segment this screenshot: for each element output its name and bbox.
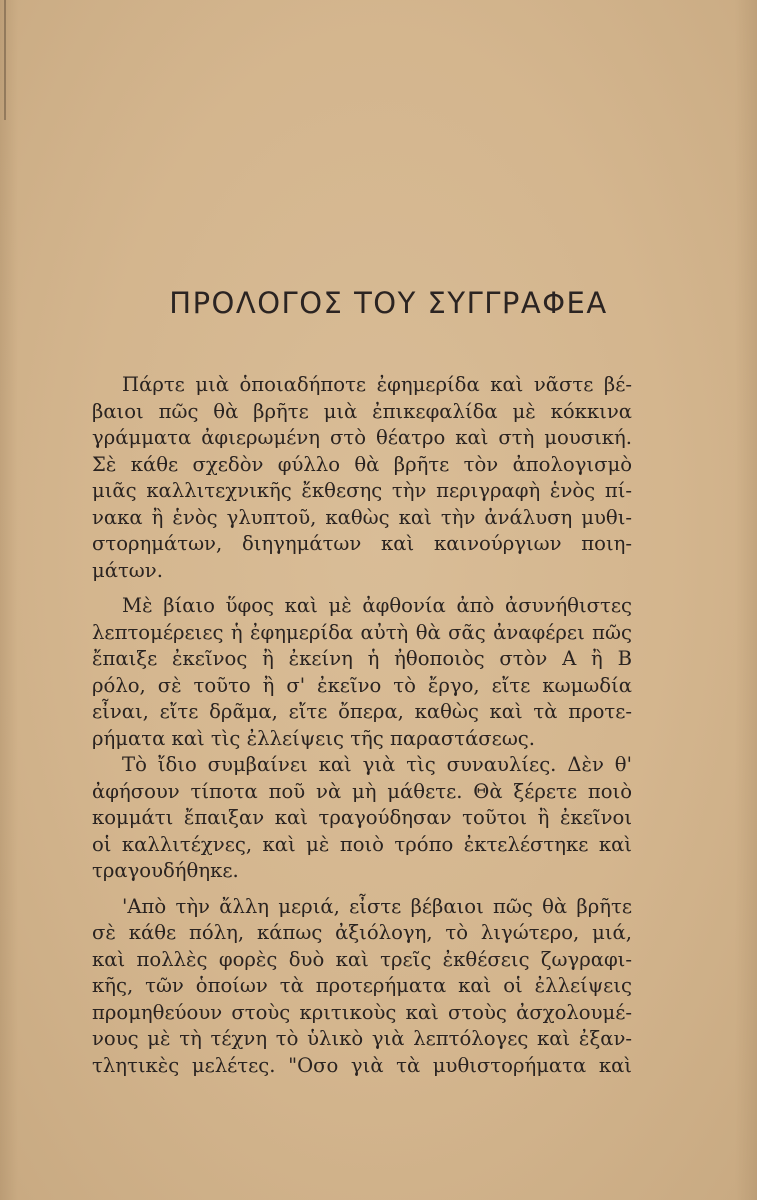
text-line: κῆς, τῶν ὁποίων τὰ προτερήματα καὶ οἱ ἐλλείψεις	[92, 974, 632, 997]
paragraph	[92, 894, 632, 1080]
text-line: Τὸ ἴδιο συμβαίνει καὶ γιὰ τὶς συναυλίες. Δὲν θ'	[122, 753, 632, 776]
text-line: γράμματα ἀφιερωμένη στὸ θέατρο καὶ στὴ μουσική.	[92, 426, 632, 449]
paragraph	[92, 752, 632, 885]
text-line: καὶ πολλὲς φορὲς δυὸ καὶ τρεῖς ἐκθέσεις ζωγραφι-	[92, 947, 632, 971]
chapter-title: ΠΡΟΛΟΓΟΣ ΤΟΥ ΣΥΓΓΡΑΦΕΑ	[169, 286, 608, 320]
text-line: ρήματα καὶ τὶς ἐλλείψεις τῆς παραστάσεως.	[92, 726, 536, 750]
text-line: οἱ καλλιτέχνες, καὶ μὲ ποιὸ τρόπο ἐκτελέστηκε καὶ	[92, 832, 632, 856]
text-line: προμηθεύουν στοὺς κριτικοὺς καὶ στοὺς ἀσχολουμέ-	[92, 1000, 632, 1024]
text-line: μάτων.	[92, 558, 163, 582]
text-line: τλητικὲς μελέτες. "Οσο γιὰ τὰ μυθιστορήματα καὶ	[92, 1053, 632, 1077]
text-line: Πάρτε μιὰ ὁποιαδήποτε ἐφημερίδα καὶ νᾶστε βέ-	[122, 373, 632, 396]
text-line: νους μὲ τὴ τέχνη τὸ ὑλικὸ γιὰ λεπτόλογες καὶ ἐξαν-	[92, 1027, 632, 1050]
text-line: ἀφήσουν τίποτα ποῦ νὰ μὴ μάθετε. Θὰ ξέρετε ποιὸ	[92, 779, 632, 803]
text-line: ἔπαιξε ἐκεῖνος ἢ ἐκείνη ἡ ἠθοποιὸς στὸν Α ἢ Β	[92, 647, 632, 670]
text-line: βαιοι πῶς θὰ βρῆτε μιὰ ἐπικεφαλίδα μὲ κόκκινα	[92, 399, 632, 423]
text-line: στορημάτων, διηγημάτων καὶ καινούργιων ποιη-	[92, 532, 632, 555]
text-line: νακα ἢ ἑνὸς γλυπτοῦ, καθὼς καὶ τὴν ἀνάλυση μυθι-	[92, 505, 632, 529]
text-line: εἶναι, εἴτε δρᾶμα, εἴτε ὄπερα, καθὼς καὶ τὰ προτε-	[92, 700, 632, 723]
paragraph	[92, 593, 632, 752]
text-line: τραγουδήθηκε.	[92, 859, 239, 882]
body-text	[92, 372, 632, 1079]
text-line: Μὲ βίαιο ὕφος καὶ μὲ ἀφθονία ἀπὸ ἀσυνήθιστες	[122, 594, 632, 617]
text-line: λεπτομέρειες ἡ ἐφημερίδα αὐτὴ θὰ σᾶς ἀναφέρει πῶς	[92, 620, 632, 644]
text-line: Σὲ κάθε σχεδὸν φύλλο θὰ βρῆτε τὸν ἀπολογισμὸ	[92, 452, 632, 476]
text-line: 'Απὸ τὴν ἄλλη μεριά, εἶστε βέβαιοι πῶς θὰ βρῆτε	[122, 894, 632, 918]
page-edge-mark	[4, 0, 6, 120]
text-line: κομμάτι ἔπαιξαν καὶ τραγούδησαν τοῦτοι ἢ ἐκεῖνοι	[92, 806, 632, 829]
text-line: μιᾶς καλλιτεχνικῆς ἔκθεσης τὴν περιγραφὴ ἑνὸς πί-	[92, 479, 632, 502]
text-line: σὲ κάθε πόλη, κάπως ἀξιόλογη, τὸ λιγώτερο, μιά,	[92, 921, 632, 944]
paragraph	[92, 372, 632, 584]
text-line: ρόλο, σὲ τοῦτο ἢ σ' ἐκεῖνο τὸ ἔργο, εἴτε κωμωδία	[92, 673, 632, 697]
